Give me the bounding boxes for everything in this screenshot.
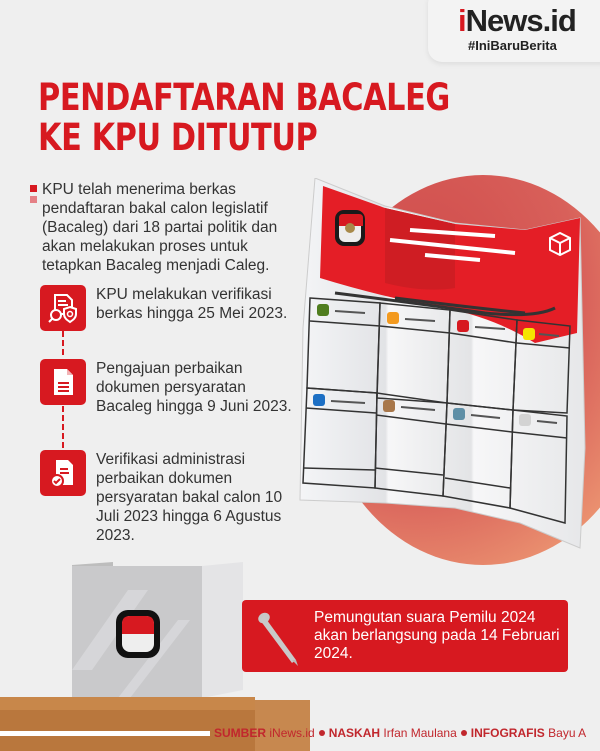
graphic-label: INFOGRAFIS [470,726,545,740]
intro-text: KPU telah menerima berkas pendaftaran bakal calon legislatif (Bacaleg) dari 18 partai politik dan akan melakukan proses untuk tetapkan Bacaleg menjadi Caleg. [42,181,278,274]
writer-label: NASKAH [328,726,381,740]
bullet-square-icon [30,185,37,192]
brand-logo [458,4,598,53]
writer-value: Irfan Maulana [383,726,457,740]
document-verify-icon [40,285,86,331]
source-value: iNews.id [269,726,315,740]
ballot-paper-illustration [295,178,595,553]
document-icon [40,359,86,405]
table-stripe [0,731,210,736]
title-line-1: PENDAFTARAN BACALEG [38,76,450,119]
nail-icon [256,610,300,666]
step-text: KPU melakukan verifikasi berkas hingga 25 Mei 2023. [96,286,288,322]
graphic-value: Bayu A [548,726,587,740]
page-title [38,78,450,158]
ballot-box-illustration [68,560,248,700]
logo-tagline: #IniBaruBerita [468,38,557,53]
credits-footer [214,726,586,740]
step-text: Pengajuan perbaikan dokumen persyaratan Bacaleg hingga 9 Juni 2023. [96,360,292,415]
callout-text: Pemungutan suara Pemilu 2024 akan berlangsung pada 14 Februari 2024. [314,609,560,662]
timeline-connector [62,406,64,448]
timeline-connector [62,331,64,355]
step-text: Verifikasi administrasi perbaikan dokumen persyaratan bakal calon 10 Juli 2023 hingga 6 Agustus 2023. [96,451,283,544]
election-date-callout [242,600,568,672]
bullet-square-icon [30,196,37,203]
logo-wordmark: iNews.id [458,3,576,38]
source-label: SUMBER [214,726,267,740]
title-line-2: KE KPU DITUTUP [38,116,318,159]
document-check-icon [40,450,86,496]
